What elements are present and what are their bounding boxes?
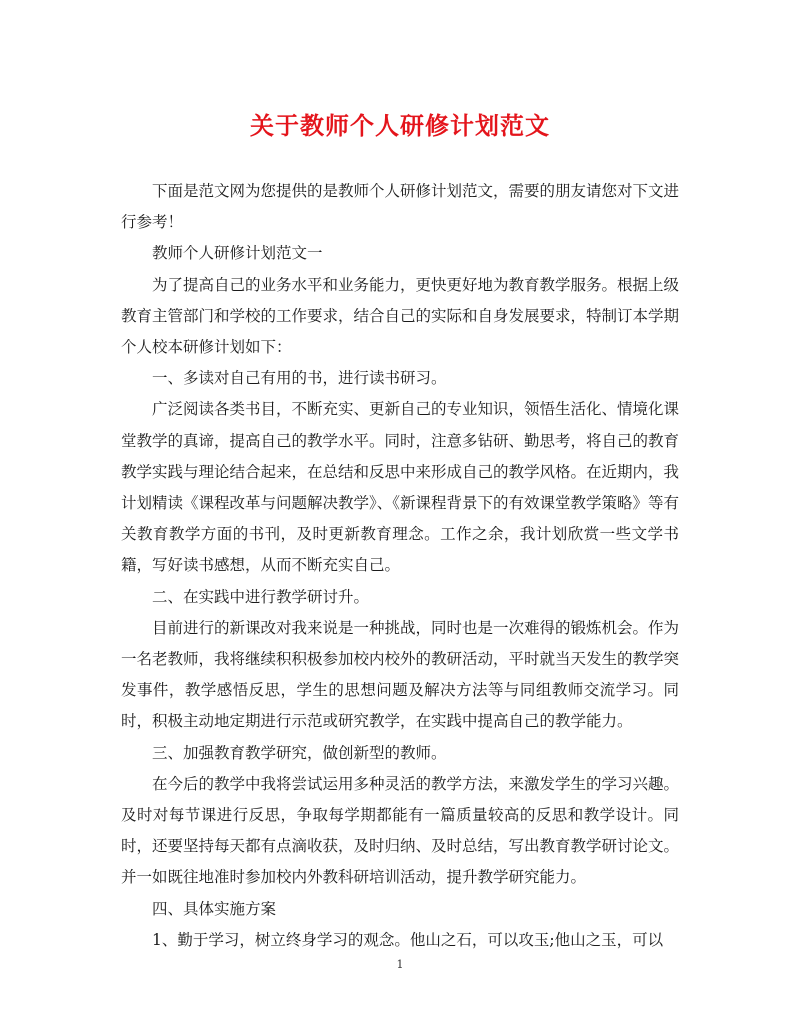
intro-paragraph: 下面是范文网为您提供的是教师个人研修计划范文，需要的朋友请您对下文进行参考！ — [121, 182, 680, 232]
body-paragraph: 在今后的教学中我将尝试运用多种灵活的教学方法，来激发学生的学习兴趣。及时对每节课进行反思，争取每学期都能有一篇质量较高的反思和教学设计。同时，还要坚持每天都有点滴收获，及时归纳、及时总结，写出教育教学研讨论文。并一如既往地准时参加校内外教科研培训活动，提升教学研究能力。 — [121, 774, 680, 887]
page-number: 1 — [396, 958, 404, 971]
section-heading-implementation: 四、具体实施方案 — [152, 899, 277, 918]
section-heading-sample-one: 教师个人研修计划范文一 — [152, 244, 323, 263]
body-paragraph: 目前进行的新课改对我来说是一种挑战，同时也是一次难得的锻炼机会。作为一名老教师，我将继续积积极参加校内校外的教研活动，平时就当天发生的教学突发事件，教学感悟反思，学生的思想问题及解决方法等与同组教师交流学习。同时，积极主动地定期进行示范或研究教学，在实践中提高自己的教学能力。 — [121, 618, 680, 731]
document-title: 关于教师个人研修计划范文 — [250, 111, 550, 140]
document-body — [121, 176, 679, 956]
section-heading-practice: 二、在实践中进行教学研讨升。 — [152, 587, 370, 606]
section-heading-research: 三、加强教育教学研究，做创新型的教师。 — [152, 743, 447, 762]
section-heading-reading: 一、多读对自己有用的书，进行读书研习。 — [152, 369, 447, 388]
body-paragraph: 为了提高自己的业务水平和业务能力，更快更好地为教育教学服务。根据上级教育主管部门和学校的工作要求，结合自己的实际和自身发展要求，特制订本学期个人校本研修计划如下： — [121, 275, 680, 357]
body-paragraph: 广泛阅读各类书目，不断充实、更新自己的专业知识，领悟生活化、情境化课堂教学的真谛，提高自己的教学水平。同时，注意多钻研、勤思考，将自己的教育教学实践与理论结合起来，在总结和反思中来形成自己的教学风格。在近期内，我计划精读《课程改革与问题解决教学》、《新课程背景下的有效课堂教学策略》等有关教育教学方面的书刊，及时更新教育理念。工作之余，我计划欣赏一些文学书籍，写好读书感想，从而不断充实自己。 — [121, 400, 680, 575]
body-paragraph: 1、勤于学习，树立终身学习的观念。他山之石，可以攻玉;他山之玉，可以 — [152, 930, 664, 949]
